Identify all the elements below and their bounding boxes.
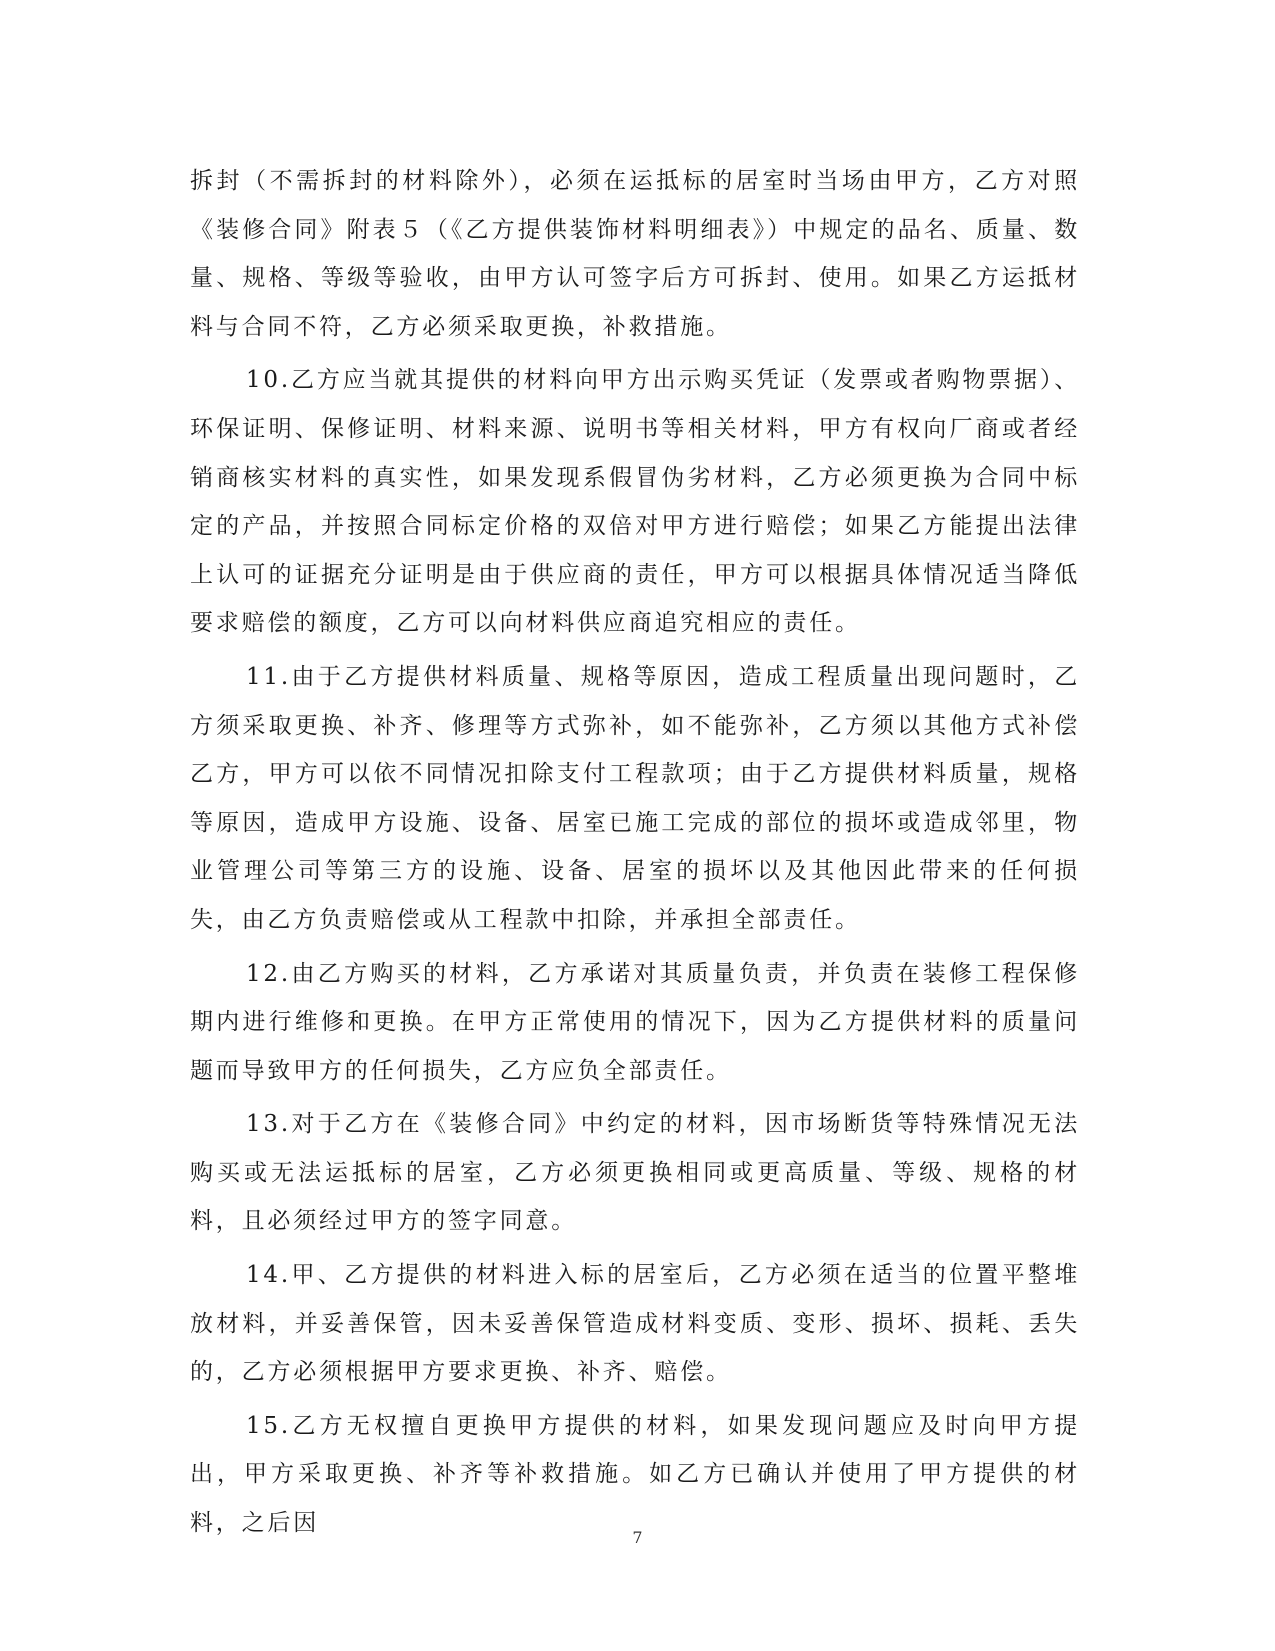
paragraph-continued: 拆封（不需拆封的材料除外），必须在运抵标的居室时当场由甲方，乙方对照《装修合同》附表５（《乙方提供装饰材料明细表》）中规定的品名、质量、数量、规格、等级等验收，由甲方认可签字后方可拆封、使用。如果乙方运抵材料与合同不符，乙方必须采取更换，补救措施。 [190,168,1080,340]
paragraph-clause-15: 15.乙方无权擅自更换甲方提供的材料，如果发现问题应及时向甲方提出，甲方采取更换、补齐等补救措施。如乙方已确认并使用了甲方提供的材料，之后因 [190,1412,1080,1537]
paragraph-clause-10: 10.乙方应当就其提供的材料向甲方出示购买凭证（发票或者购物票据）、环保证明、保修证明、材料来源、说明书等相关材料，甲方有权向厂商或者经销商核实材料的真实性，如果发现系假冒伪劣材料，乙方必须更换为合同中标定的产品，并按照合同标定价格的双倍对甲方进行赔偿；如果乙方能提出法律上认可的证据充分证明是由于供应商的责任，甲方可以根据具体情况适当降低要求赔偿的额度，乙方可以向材料供应商追究相应的责任。 [190,367,1080,637]
paragraph-clause-14: 14.甲、乙方提供的材料进入标的居室后，乙方必须在适当的位置平整堆放材料，并妥善保管，因未妥善保管造成材料变质、变形、损坏、损耗、丢失的，乙方必须根据甲方要求更换、补齐、赔偿。 [190,1262,1080,1386]
page-number: 7 [632,1528,643,1547]
paragraph-clause-13: 13.对于乙方在《装修合同》中约定的材料，因市场断货等特殊情况无法购买或无法运抵标的居室，乙方必须更换相同或更高质量、等级、规格的材料，且必须经过甲方的签字同意。 [190,1111,1080,1235]
paragraph-clause-12: 12.由乙方购买的材料，乙方承诺对其质量负责，并负责在装修工程保修期内进行维修和更换。在甲方正常使用的情况下，因为乙方提供材料的质量问题而导致甲方的任何损失，乙方应负全部责任。 [190,960,1080,1084]
paragraph-clause-11: 11.由于乙方提供材料质量、规格等原因，造成工程质量出现问题时，乙方须采取更换、补齐、修理等方式弥补，如不能弥补，乙方须以其他方式补偿乙方，甲方可以依不同情况扣除支付工程款项；由于乙方提供材料质量，规格等原因，造成甲方设施、设备、居室已施工完成的部位的损坏或造成邻里，物业管理公司等第三方的设施、设备、居室的损坏以及其他因此带来的任何损失，由乙方负责赔偿或从工程款中扣除，并承担全部责任。 [190,663,1080,933]
document-body [190,157,1080,1553]
